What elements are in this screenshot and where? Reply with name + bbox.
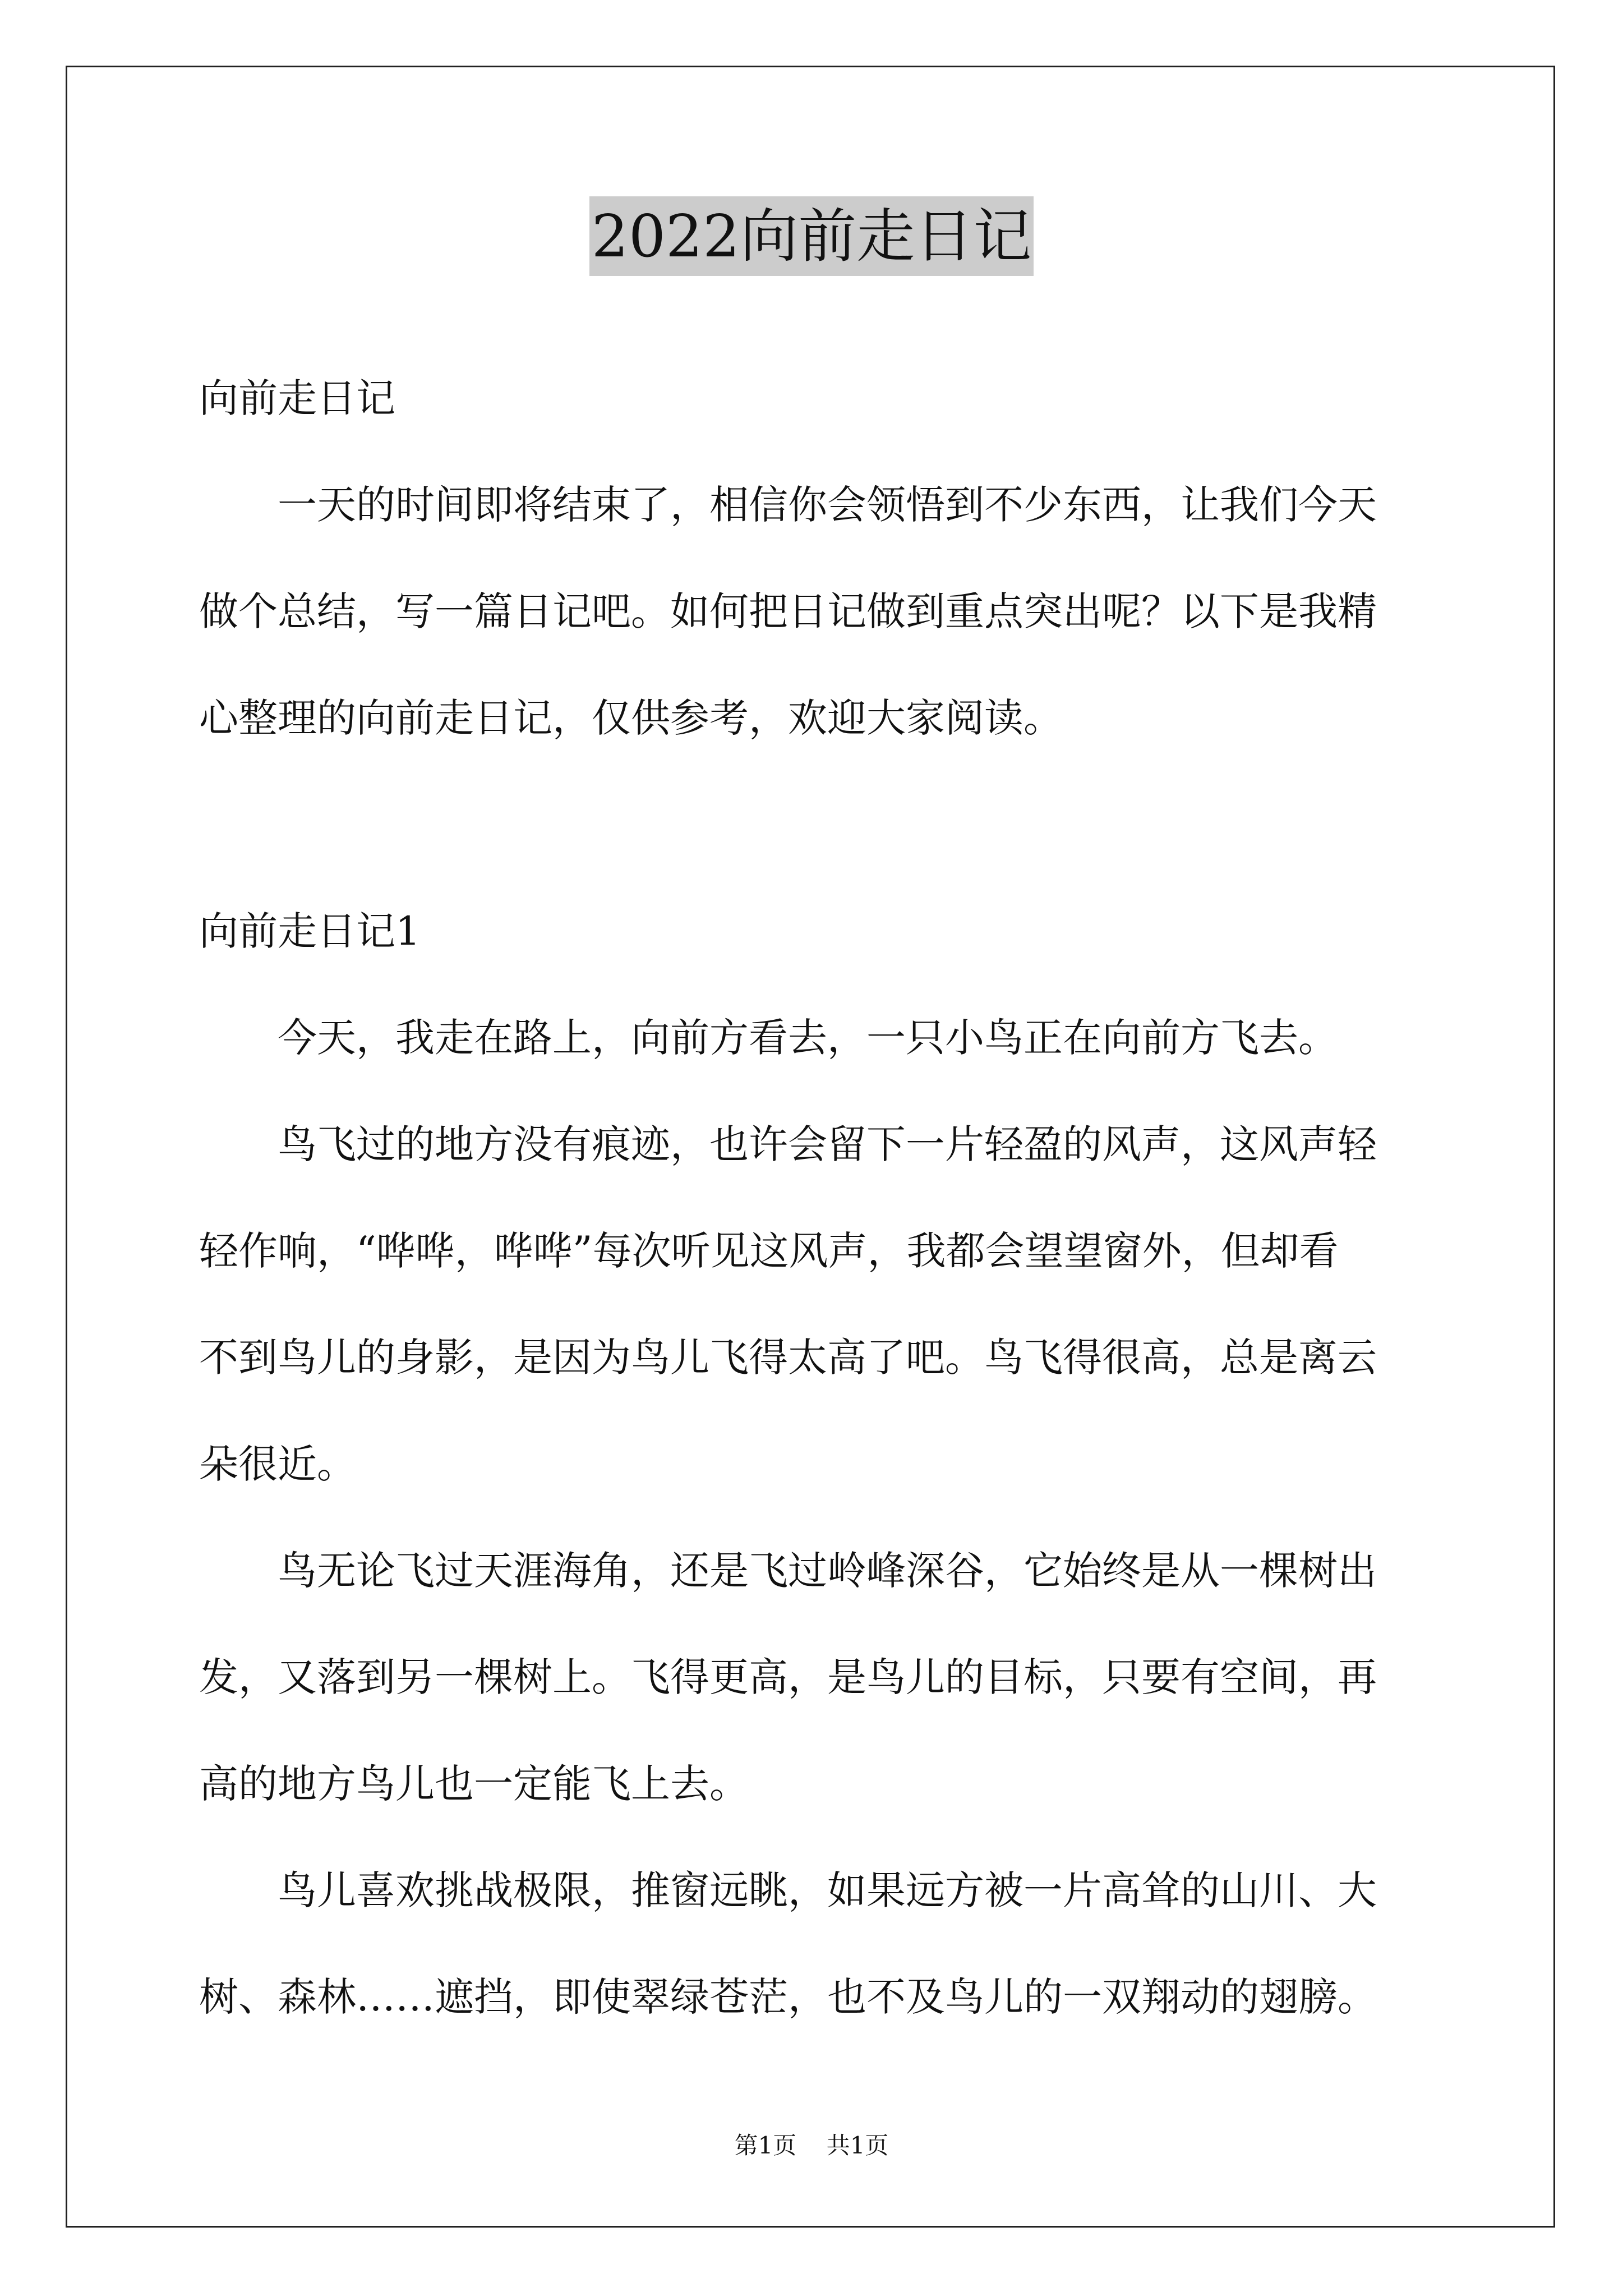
document-title: 2022向前走日记: [589, 196, 1034, 276]
body-line: 鸟无论飞过天涯海角，还是飞过岭峰深谷，它始终是从一棵树出: [199, 1548, 1377, 1594]
body-line: 不到鸟儿的身影，是因为鸟儿飞得太高了吧。鸟飞得很高，总是离云: [199, 1335, 1377, 1381]
page-footer: [0, 2129, 1623, 2162]
section-gap: [199, 771, 1427, 878]
intro-heading: 向前走日记: [199, 375, 395, 421]
intro-line: 一天的时间即将结束了，相信你会领悟到不少东西，让我们今天: [199, 482, 1377, 528]
body-line: 发，又落到另一棵树上。飞得更高，是鸟儿的目标，只要有空间，再: [199, 1654, 1377, 1700]
body-line: 树、森林……遮挡，即使翠绿苍茫，也不及鸟儿的一双翔动的翅膀。: [199, 1974, 1377, 2020]
intro-line: 做个总结，写一篇日记吧。如何把日记做到重点突出呢？以下是我精: [199, 588, 1377, 634]
body-line: 高的地方鸟儿也一定能飞上去。: [199, 1761, 749, 1807]
intro-line: 心整理的向前走日记，仅供参考，欢迎大家阅读。: [199, 695, 1063, 741]
title-container: [0, 196, 1623, 276]
body-line: 鸟儿喜欢挑战极限，推窗远眺，如果远方被一片高耸的山川、大: [199, 1867, 1377, 1913]
page-number: 第1页: [734, 2132, 797, 2159]
body-line: 今天，我走在路上，向前方看去，一只小鸟正在向前方飞去。: [199, 1015, 1338, 1061]
body-line: 朵很近。: [199, 1441, 356, 1487]
body-line: 轻作响，“哗哗，哗哗”每次听见这风声，我都会望望窗外，但却看: [199, 1228, 1339, 1274]
page-total: 共1页: [826, 2132, 889, 2159]
document-body: [199, 345, 1427, 2050]
body-line: 鸟飞过的地方没有痕迹，也许会留下一片轻盈的风声，这风声轻: [199, 1121, 1377, 1167]
section-heading: 向前走日记1: [199, 908, 421, 954]
